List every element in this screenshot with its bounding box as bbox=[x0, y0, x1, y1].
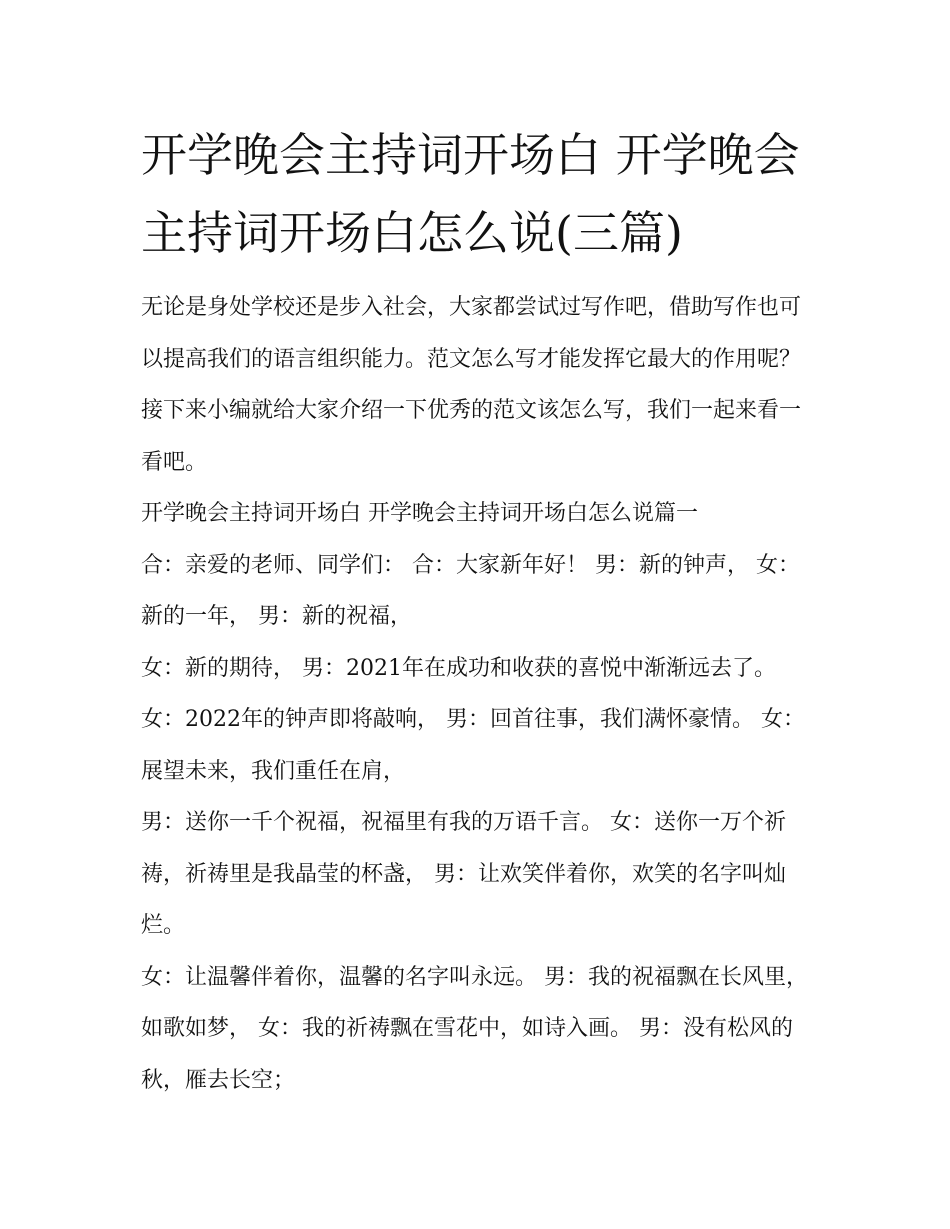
document-content bbox=[141, 116, 816, 1106]
body-paragraph: 合：亲爱的老师、同学们： 合：大家新年好！ 男：新的钟声， 女：新的一年， 男：新的祝福， bbox=[141, 552, 800, 629]
intro-paragraph: 无论是身处学校还是步入社会，大家都尝试过写作吧，借助写作也可以提高我们的语言组织能力。范文怎么写才能发挥它最大的作用呢？接下来小编就给大家介绍一下优秀的范文该怎么写，我们一起来看一看吧。 bbox=[141, 295, 802, 475]
body-paragraph: 女：新的期待， 男：2021年在成功和收获的喜悦中渐渐远去了。 女：2022年的钟声即将敲响， 男：回首往事，我们满怀豪情。 女：展望未来，我们重任在肩， bbox=[141, 655, 805, 784]
document-title: 开学晚会主持词开场白 开学晚会主持词开场白怎么说(三篇) bbox=[141, 128, 800, 260]
document-body bbox=[141, 282, 816, 1106]
body-paragraph: 女：让温馨伴着你，温馨的名字叫永远。 男：我的祝福飘在长风里，如歌如梦， 女：我的祈祷飘在雪花中，如诗入画。 男：没有松风的秋，雁去长空； bbox=[141, 964, 808, 1093]
body-paragraph: 男：送你一千个祝福，祝福里有我的万语千言。 女：送你一万个祈祷，祈祷里是我晶莹的杯盏， 男：让欢笑伴着你，欢笑的名字叫灿烂。 bbox=[141, 810, 786, 938]
section-heading: 开学晚会主持词开场白 开学晚会主持词开场白怎么说篇一 bbox=[141, 501, 698, 526]
